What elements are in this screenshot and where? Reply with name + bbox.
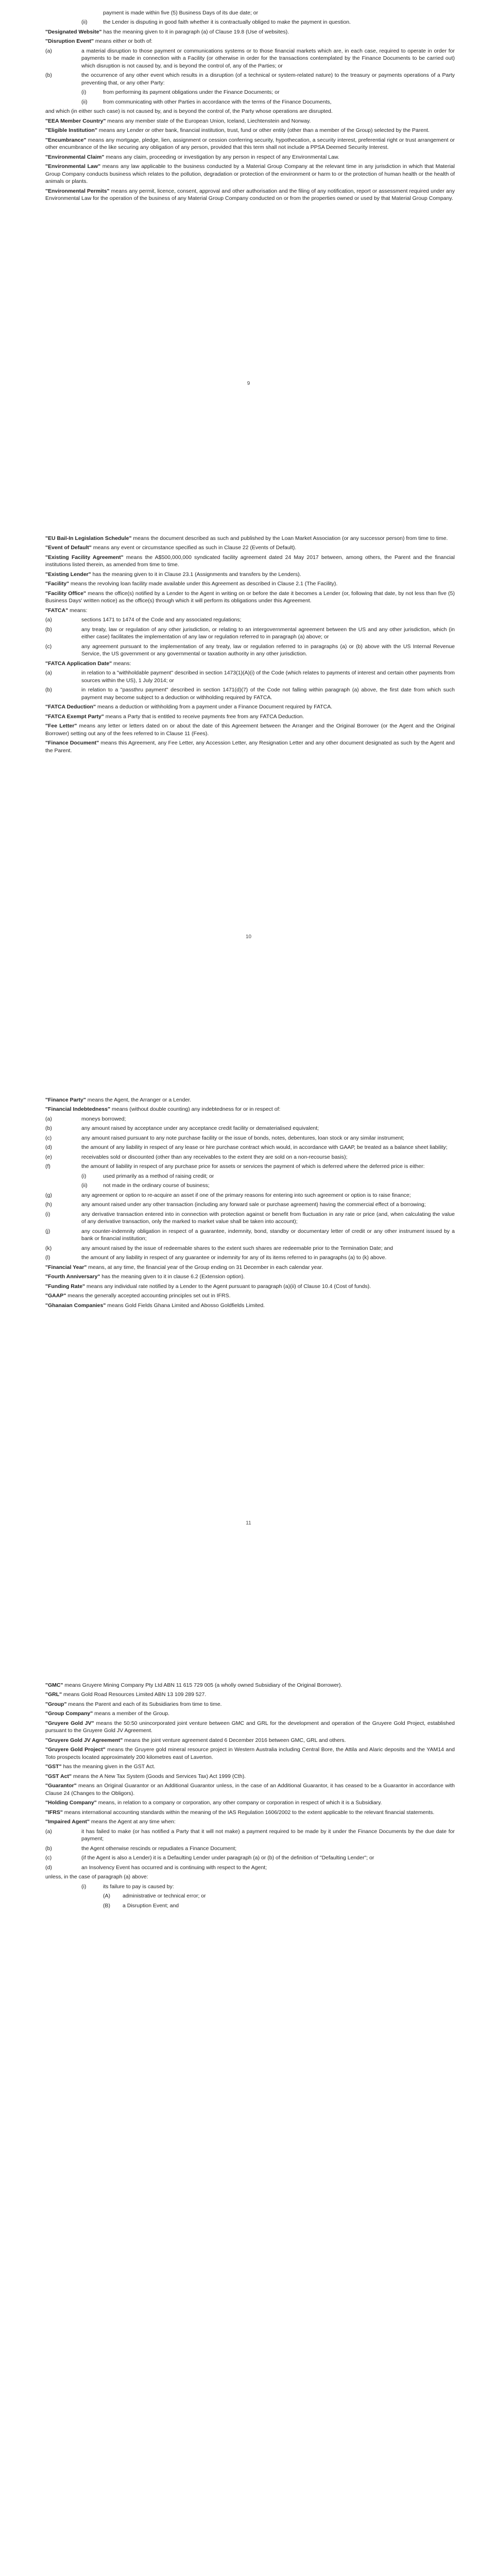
definition-gmc: "GMC" means Gruyere Mining Company Pty Ltd ABN 11 615 729 005 (a wholly owned Subsidiary of the Original Borrower). — [45, 1682, 342, 1688]
list-item: (f) the amount of liability in respect of any purchase price for assets or services the payment of which is deferred where the deferred price is either: — [45, 1163, 425, 1170]
list-item: (d) the amount of any liability in respect of any lease or hire purchase contract which would, in accordance with GAAP, be treated as a balance sheet liability; — [45, 1144, 448, 1151]
definition-existing-facility: "Existing Facility Agreement" means the A$500,000,000 syndicated facility agreement dated 24 May 2017 between, among others, the Parent and the financial institutions listed therein, as amended from time to time. — [45, 554, 455, 568]
definition-eligible-institution: "Eligible Institution" means any Lender or other bank, financial institution, trust, fund or other entity (other than a member of the Group) selected by the Parent. — [45, 127, 430, 134]
definition-financial-indebtedness: "Financial Indebtedness" means (without double counting) any indebtedness for or in respect of: — [45, 1106, 281, 1113]
definition-fee-letter: "Fee Letter" means any letter or letters dated on or about the date of this Agreement between the Arranger and the Original Borrower (or the Agent and the Original Borrower) setting out any of the fees referred to in Clause 11 (Fees). — [45, 723, 455, 737]
list-item: (l) the amount of any liability in respect of any guarantee or indemnity for any of its items referred to in paragraphs (a) to (k) above. — [45, 1255, 387, 1261]
list-item: (A) administrative or technical error; or — [103, 1893, 206, 1900]
definition-bail-in-schedule: "EU Bail-In Legislation Schedule" means the document described as such and published by the Loan Market Association (or any successor person) from time to time. — [45, 535, 448, 541]
list-item: (e) receivables sold or discounted (other than any receivables to the extent they are sold on a non-recourse basis); — [45, 1154, 348, 1160]
list-item: (i) used primarily as a method of raising credit; or — [81, 1173, 214, 1179]
list-item: (a) in relation to a "withholdable payment" described in section 1473(1)(A)(i) of the Code (which relates to payments of interest and certain other payments from sources within the US), 1 July 2014; or — [45, 670, 455, 684]
list-item: (a) moneys borrowed; — [45, 1115, 126, 1122]
definition-guarantor: "Guarantor" means an Original Guarantor or an Additional Guarantor unless, in the case of an Additional Guarantor, it has ceased to be a Guarantor in accordance with Clause 24 (Changes to the Obligors). — [45, 1783, 455, 1797]
list-item: (a) sections 1471 to 1474 of the Code and any associated regulations; — [45, 617, 242, 623]
definition-event-of-default: "Event of Default" means any event or circumstance specified as such in Clause 22 (Events of Default). — [45, 545, 297, 551]
definition-eea: "EEA Member Country" means any member state of the European Union, Iceland, Liechtenstein and Norway. — [45, 117, 311, 124]
definition-financial-year: "Financial Year" means, at any time, the financial year of the Group ending on 31 December in each calendar year. — [45, 1264, 323, 1270]
definition-ifrs: "IFRS" means international accounting standards within the meaning of the IAS Regulation 1606/2002 to the extent applicable to the relevant financial statements. — [45, 1809, 435, 1816]
list-item: (c) any amount raised pursuant to any note purchase facility or the issue of bonds, notes, debentures, loan stock or any similar instrument; — [45, 1134, 404, 1141]
definition-gaap: "GAAP" means the generally accepted accounting principles set out in IFRS. — [45, 1293, 231, 1299]
definition-holding-company: "Holding Company" means, in relation to a company or corporation, any other company or corporation in respect of which it is a Subsidiary. — [45, 1800, 382, 1806]
list-item: (g) any agreement or option to re-acquire an asset if one of the primary reasons for entering into such agreement or option is to raise finance; — [45, 1192, 411, 1198]
definition-gst-act: "GST Act" means the A New Tax System (Goods and Services Tax) Act 1999 (Cth). — [45, 1773, 246, 1780]
definition-existing-lender: "Existing Lender" has the meaning given to it in Clause 23.1 (Assignments and transfers by the Lenders). — [45, 571, 301, 578]
definition-fatca: "FATCA" means: — [45, 607, 88, 614]
list-item: (a) it has failed to make (or has notified a Party that it will not make) a payment required to be made by it under the Finance Documents by the due date for payment; — [45, 1828, 455, 1842]
page-11 — [45, 1096, 455, 1311]
list-item: (i) any derivative transaction entered into in connection with protection against or benefit from fluctuation in any rate or price (and, when calculating the value of any derivative transaction, only the marked to market value shall be taken into account); — [45, 1211, 455, 1225]
definition-gst: "GST" has the meaning given in the GST Act. — [45, 1764, 156, 1770]
definition-environmental-law: "Environmental Law" means any law applicable to the business conducted by a Material Group Company at the relevant time in any jurisdiction in which that Material Group Company conducts business which relates to the pollution, degradation or protection of the environment or harm to or the protection of human health or the health of animals or plants. — [45, 163, 455, 185]
page-number: 11 — [246, 1520, 251, 1526]
definition-environmental-permits: "Environmental Permits" means any permit, licence, consent, approval and other authorisation and the filing of any notification, report or assessment required under any Environmental Law for the operation of the business of any Material Group Company conducted on or from the properties owned or used by that Material Group Company. — [45, 188, 455, 202]
definition-gruyere-gold-jv: "Gruyere Gold JV" means the 50:50 unincorporated joint venture between GMC and GRL for the development and operation of the Gruyere Gold Project, established pursuant to the Gruyere Gold JV Agreement. — [45, 1720, 455, 1734]
list-item: (ii) not made in the ordinary course of business; — [81, 1182, 210, 1189]
definition-impaired-agent: "Impaired Agent" means the Agent at any time when: — [45, 1819, 176, 1825]
definition-designated-website: "Designated Website" has the meaning given to it in paragraph (a) of Clause 19.8 (Use of websites). — [45, 28, 289, 35]
list-item: (c) any agreement pursuant to the implementation of any treaty, law or regulation referred to in paragraphs (a) or (b) above with the US Internal Revenue Service, the US government or any governmental or taxation authority in any other jurisdiction. — [45, 643, 455, 657]
list-item: (b) in relation to a "passthru payment" described in section 1471(d)(7) of the Code not falling within paragraph (a) above, the first date from which such payment may become subject to a deduction or withholding required by FATCA. — [45, 687, 455, 701]
definition-environmental-claim: "Environmental Claim" means any claim, proceeding or investigation by any person in respect of any Environmental Law. — [45, 154, 339, 160]
paragraph: unless, in the case of paragraph (a) above: — [45, 1874, 148, 1880]
paragraph: and which (in either such case) is not caused by, and is beyond the control of, the Party whose operations are disrupted. — [45, 108, 333, 115]
definition-ghanaian-companies: "Ghanaian Companies" means Gold Fields Ghana Limited and Abosso Goldfields Limited. — [45, 1302, 265, 1309]
list-item: (d) an Insolvency Event has occurred and is continuing with respect to the Agent; — [45, 1864, 267, 1871]
list-item: (c) (if the Agent is also a Lender) it is a Defaulting Lender under paragraph (a) or (b) of the definition of "Defaulting Lender"; or — [45, 1855, 374, 1861]
list-item: (ii) from communicating with other Parties in accordance with the terms of the Finance Documents, — [81, 98, 332, 105]
page-number: 9 — [247, 381, 250, 386]
definition-facility-office: "Facility Office" means the office(s) notified by a Lender to the Agent in writing on or before the date it becomes a Lender (or, following that date, by not less than five (5) Business Days' written notice) as the office(s) through which it will perform its obligations under this Agreement. — [45, 590, 455, 604]
list-item: (i) its failure to pay is caused by: — [81, 1883, 174, 1890]
list-item: (ii) the Lender is disputing in good faith whether it is contractually obliged to make the payment in question. — [81, 19, 351, 26]
list-item: (h) any amount raised under any other transaction (including any forward sale or purchase agreement) having the commercial effect of a borrowing; — [45, 1201, 426, 1208]
list-item: (b) any amount raised by acceptance under any acceptance credit facility or dematerialised equivalent; — [45, 1125, 319, 1132]
definition-group: "Group" means the Parent and each of its Subsidiaries from time to time. — [45, 1701, 222, 1707]
definition-gruyere-gold-jv-agreement: "Gruyere Gold JV Agreement" means the joint venture agreement dated 6 December 2016 between GMC, GRL and others. — [45, 1737, 346, 1743]
page-9 — [45, 9, 455, 205]
definition-disruption-event: "Disruption Event" means either or both of: — [45, 38, 152, 45]
list-item: (B) a Disruption Event; and — [103, 1902, 179, 1909]
definition-fatca-deduction: "FATCA Deduction" means a deduction or withholding from a payment under a Finance Document required by FATCA. — [45, 704, 333, 710]
definition-encumbrance: "Encumbrance" means any mortgage, pledge, lien, assignment or cession conferring security, hypothecation, a security interest, preferential right or trust arrangement or other encumbrance of the like securing any obligation of any person, provided that this term shall not include a PPSA Deemed Security Interest. — [45, 137, 455, 151]
definition-facility: "Facility" means the revolving loan facility made available under this Agreement as described in Clause 2.1 (The Facility). — [45, 581, 338, 587]
list-item: (k) any amount raised by the issue of redeemable shares to the extent such shares are redeemable prior to the Termination Date; and — [45, 1245, 393, 1251]
definition-fatca-application-date: "FATCA Application Date" means: — [45, 660, 131, 667]
list-item: (j) any counter-indemnity obligation in respect of a guarantee, indemnity, bond, standby or documentary letter of credit or any other instrument issued by a bank or financial institution; — [45, 1228, 455, 1242]
list-item: (b) any treaty, law or regulation of any other jurisdiction, or relating to an intergovernmental agreement between the US and any other jurisdiction, which (in either case) facilitates the implementation of any law or regulation referred to in paragraph (a) above; or — [45, 626, 455, 640]
definition-group-company: "Group Company" means a member of the Group. — [45, 1710, 170, 1717]
definition-fourth-anniversary: "Fourth Anniversary" has the meaning given to it in clause 6.2 (Extension option). — [45, 1274, 245, 1280]
list-item: (b) the occurrence of any other event which results in a disruption (of a technical or system-related nature) to the treasury or payments operations of a Party preventing that, or any other Party: — [45, 72, 455, 86]
page-number: 10 — [245, 934, 252, 940]
list-item: (a) a material disruption to those payment or communications systems or to those financial markets which are, in each case, required to operate in order for payments to be made in connection with a Facility (or otherwise in order for the transactions contemplated by the Finance Documents to be carried out) which disruption is not caused by, and is beyond the control of, any of the Parties; or — [45, 47, 455, 69]
definition-finance-document: "Finance Document" means this Agreement, any Fee Letter, any Accession Letter, any Resignation Letter and any other document designated as such by the Agent and the Parent. — [45, 740, 455, 754]
definition-fatca-exempt-party: "FATCA Exempt Party" means a Party that is entitled to receive payments free from any FATCA Deduction. — [45, 713, 304, 720]
definition-grl: "GRL" means Gold Road Resources Limited ABN 13 109 289 527. — [45, 1691, 207, 1698]
page-12 — [45, 1682, 455, 1911]
paragraph: payment is made within five (5) Business Days of its due date; or — [103, 10, 259, 16]
list-item: (i) from performing its payment obligations under the Finance Documents; or — [81, 89, 280, 96]
definition-finance-party: "Finance Party" means the Agent, the Arranger or a Lender. — [45, 1097, 192, 1103]
definition-gruyere-gold-project: "Gruyere Gold Project" means the Gruyere gold mineral resource project in Western Australia including Central Bore, the Attila and Alaric deposits and the YAM14 and Toto prospects located approximately 200 kilometres east of Laverton. — [45, 1747, 455, 1760]
list-item: (b) the Agent otherwise rescinds or repudiates a Finance Document; — [45, 1845, 237, 1852]
page-10 — [45, 535, 455, 756]
definition-funding-rate: "Funding Rate" means any individual rate notified by a Lender to the Agent pursuant to paragraph (a)(ii) of Clause 10.4 (Cost of funds). — [45, 1283, 371, 1290]
